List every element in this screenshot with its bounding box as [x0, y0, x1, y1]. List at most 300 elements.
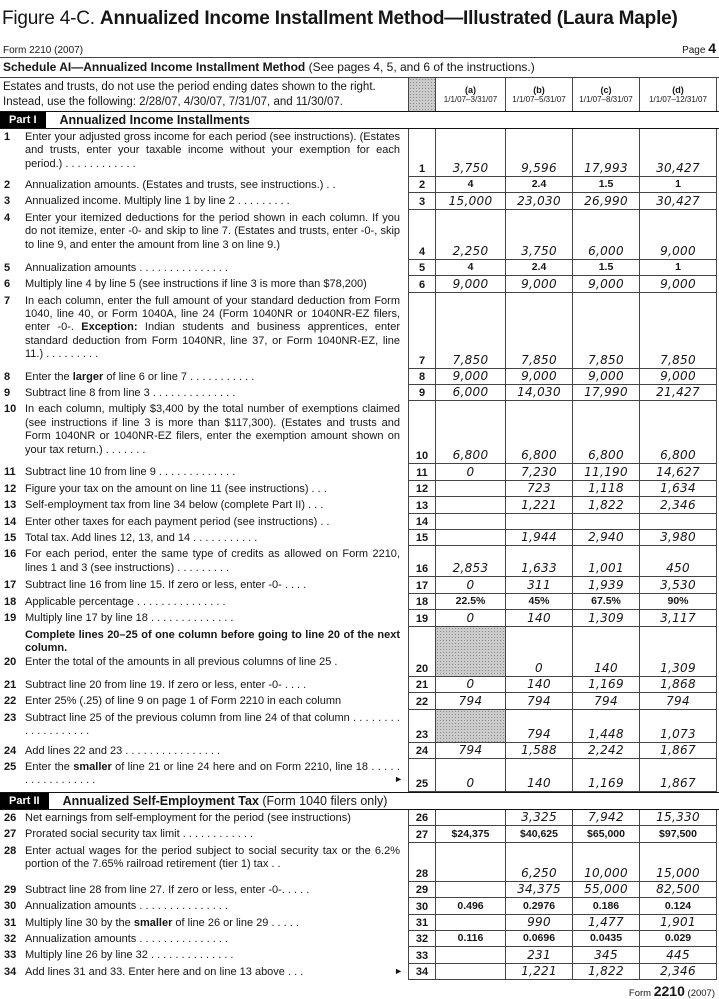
- line-21-col-c-value: 1,169: [572, 677, 639, 693]
- line-33-grid-number: 33: [408, 947, 435, 963]
- line-11-col-d-value: 14,627: [639, 464, 717, 480]
- line-16-description: [0, 546, 408, 577]
- line-3-col-d-value: 30,427: [639, 193, 717, 209]
- line-1-grid-number: 1: [408, 129, 435, 177]
- line-10-text: In each column, multiply $3,400 by the total number of exemptions claimed (see instructions if line 3 is more than $117,300). (Estates and trusts and Form 1040NR or 1040NR-EZ filers, enter the exemption amount shown on your tax return.) . . . . . . .: [25, 403, 400, 456]
- line-32-col-b-value: 0.0696: [505, 931, 572, 947]
- line-24-col-d-value: 1,867: [639, 743, 717, 759]
- line-34-grid-number: 34: [408, 964, 435, 980]
- line-19-text-row: [4, 612, 406, 625]
- form-line-7: [0, 293, 719, 369]
- line-6-number: 6: [4, 278, 11, 291]
- line-18-col-d-value: 90%: [639, 594, 717, 610]
- line-7-col-b-value: 7,850: [505, 293, 572, 369]
- line-7-col-c-value: 7,850: [572, 293, 639, 369]
- line-34-col-b-value: 1,221: [505, 964, 572, 980]
- line-32-number: 32: [4, 932, 17, 945]
- column-letter-b: (b): [533, 84, 545, 95]
- line-27-col-b-value: $40,625: [505, 826, 572, 842]
- line-28-description: [0, 843, 408, 882]
- line-11-number: 11: [4, 466, 16, 479]
- line-17-col-c-value: 1,939: [572, 577, 639, 593]
- line-20-text-row: [4, 656, 406, 669]
- line-17-col-b-value: 311: [505, 577, 572, 593]
- line-18-col-c-value: 67.5%: [572, 594, 639, 610]
- line-32-text-row: [4, 933, 406, 946]
- line-27-number: 27: [4, 828, 17, 841]
- line-7-grid-number: 7: [408, 293, 435, 369]
- line-9-description: [0, 385, 408, 401]
- line-16-col-a-value: 2,853: [435, 546, 505, 577]
- line-28-number: 28: [4, 844, 17, 857]
- line-32-grid-number: 32: [408, 931, 435, 947]
- line-34-col-d-value: 2,346: [639, 964, 717, 980]
- line-30-col-c-value: 0.186: [572, 898, 639, 914]
- form-line-33: [0, 947, 719, 963]
- line-11-text: Subtract line 10 from line 9 . . . . . . . . . . . . .: [25, 466, 236, 479]
- line-4-col-d-value: 9,000: [639, 210, 717, 260]
- line-31-number: 31: [4, 916, 17, 929]
- figure-title: [0, 0, 719, 40]
- line-34-description: [0, 964, 408, 980]
- line-22-text-row: [4, 695, 406, 708]
- line-31-col-c-value: 1,477: [572, 915, 639, 931]
- line-4-col-a-value: 2,250: [435, 210, 505, 260]
- line-29-grid-number: 29: [408, 882, 435, 898]
- line-16-text-row: [4, 548, 406, 575]
- line-8-description: [0, 369, 408, 385]
- line-24-description: [0, 743, 408, 759]
- line-23-description: [0, 710, 408, 743]
- page-indicator: [682, 40, 716, 56]
- line-13-col-a-value: [435, 497, 505, 513]
- line-14-col-c-value: [572, 514, 639, 530]
- line-24-col-c-value: 2,242: [572, 743, 639, 759]
- line-34-number: 34: [4, 965, 17, 978]
- line-33-number: 33: [4, 949, 17, 962]
- page-number: 4: [708, 40, 716, 56]
- line-25-col-d-value: 1,867: [639, 759, 717, 792]
- line-13-col-c-value: 1,822: [572, 497, 639, 513]
- line-21-number: 21: [4, 678, 17, 691]
- line-18-text-row: [4, 596, 406, 609]
- line-6-text: Multiply line 4 by line 5 (see instructions if line 3 is more than $78,200): [25, 278, 367, 291]
- right-pointer-icon: ►: [394, 965, 403, 976]
- line-2-text-row: [4, 179, 406, 192]
- line-2-description: [0, 177, 408, 193]
- line-14-col-d-value: [639, 514, 717, 530]
- line-31-col-d-value: 1,901: [639, 915, 717, 931]
- form-line-15: [0, 530, 719, 546]
- line-24-text-row: [4, 745, 406, 758]
- line-15-text: Total tax. Add lines 12, 13, and 14 . . . . . . . . . . .: [25, 532, 258, 545]
- line-23-text: Subtract line 25 of the previous column from line 24 of that column . . . . . . . . . . . . . . . . . . .: [25, 711, 400, 737]
- line-8-col-c-value: 9,000: [572, 369, 639, 385]
- line-3-col-b-value: 23,030: [505, 193, 572, 209]
- footer-form-number: 2210: [653, 983, 685, 999]
- line-19-grid-number: 19: [408, 610, 435, 626]
- schedule-instructions: (See pages 4, 5, and 6 of the instructions.): [305, 60, 535, 74]
- line-26-grid-number: 26: [408, 810, 435, 826]
- line-30-col-b-value: 0.2976: [505, 898, 572, 914]
- line-22-description: [0, 693, 408, 709]
- line-9-col-b-value: 14,030: [505, 385, 572, 401]
- line-24-col-b-value: 1,588: [505, 743, 572, 759]
- line-5-col-c-value: 1.5: [572, 260, 639, 276]
- line-18-text: Applicable percentage . . . . . . . . . . . . . . .: [25, 595, 226, 608]
- column-header-d: [639, 78, 717, 111]
- line-3-text: Annualized income. Multiply line 1 by line 2 . . . . . . . . .: [25, 195, 290, 208]
- line-20-col-d-value: 1,309: [639, 627, 717, 677]
- line-12-description: [0, 481, 408, 497]
- line-13-col-d-value: 2,346: [639, 497, 717, 513]
- line-9-col-c-value: 17,990: [572, 385, 639, 401]
- line-26-number: 26: [4, 811, 17, 824]
- line-24-text: Add lines 22 and 23 . . . . . . . . . . . . . . . .: [25, 744, 221, 757]
- line-10-col-c-value: 6,800: [572, 401, 639, 464]
- line-7-col-d-value: 7,850: [639, 293, 717, 369]
- line-34-col-a-value: [435, 964, 505, 980]
- line-23-number: 23: [4, 711, 17, 724]
- line-21-grid-number: 21: [408, 677, 435, 693]
- line-15-description: [0, 530, 408, 546]
- line-27-description: [0, 826, 408, 842]
- line-12-text-row: [4, 483, 406, 496]
- line-29-text-row: [4, 884, 406, 897]
- line-3-text-row: [4, 195, 406, 208]
- line-7-text-row: [4, 295, 406, 362]
- column-header-c: [572, 78, 639, 111]
- line-31-col-a-value: [435, 915, 505, 931]
- line-14-grid-number: 14: [408, 514, 435, 530]
- column-period-a: 1/1/07–3/31/07: [443, 94, 498, 104]
- line-22-col-b-value: 794: [505, 693, 572, 709]
- line-23-col-a-value: [435, 710, 505, 743]
- form-line-30: [0, 898, 719, 914]
- line-26-text-row: [4, 812, 406, 825]
- line-11-col-a-value: 0: [435, 464, 505, 480]
- line-30-col-d-value: 0.124: [639, 898, 717, 914]
- line-23-col-b-value: 794: [505, 710, 572, 743]
- schedule-header: [0, 58, 719, 78]
- line-9-text-row: [4, 387, 406, 400]
- column-letter-c: (c): [600, 84, 612, 95]
- line-32-col-d-value: 0.029: [639, 931, 717, 947]
- line-12-col-a-value: [435, 481, 505, 497]
- line-13-number: 13: [4, 499, 17, 512]
- line-15-text-row: [4, 532, 406, 545]
- part1-title-main: Annualized Income Installments: [59, 113, 250, 127]
- line-17-col-a-value: 0: [435, 577, 505, 593]
- form-line-22: [0, 693, 719, 709]
- line-17-col-d-value: 3,530: [639, 577, 717, 593]
- line-26-col-a-value: [435, 810, 505, 826]
- form-line-10: [0, 401, 719, 464]
- line-12-number: 12: [4, 482, 17, 495]
- line-25-col-a-value: 0: [435, 759, 505, 792]
- line-9-grid-number: 9: [408, 385, 435, 401]
- form-line-3: [0, 193, 719, 209]
- line-2-col-a-value: 4: [435, 177, 505, 193]
- line-4-text: Enter your itemized deductions for the period shown in each column. If you do not itemize, enter -0- and skip to line 7. (Estates and trusts, enter -0-, skip to line 9, and enter the amount from line 3 on line 9.): [25, 211, 400, 251]
- line-30-col-a-value: 0.496: [435, 898, 505, 914]
- line-26-col-b-value: 3,325: [505, 810, 572, 826]
- line-8-number: 8: [4, 370, 11, 383]
- line-28-col-b-value: 6,250: [505, 843, 572, 882]
- form-line-18: [0, 594, 719, 610]
- line-5-description: [0, 260, 408, 276]
- line-33-description: [0, 947, 408, 963]
- line-25-grid-number: 25: [408, 759, 435, 792]
- column-header-a: [435, 78, 505, 111]
- line-34-col-c-value: 1,822: [572, 964, 639, 980]
- form-line-21: [0, 677, 719, 693]
- line-20-text: Enter the total of the amounts in all previous columns of line 25 .: [25, 655, 338, 668]
- line-25-text-row: [4, 761, 406, 788]
- line-30-description: [0, 898, 408, 914]
- line-4-number: 4: [4, 211, 11, 224]
- line-12-col-d-value: 1,634: [639, 481, 717, 497]
- line-19-col-b-value: 140: [505, 610, 572, 626]
- line-19-description: [0, 610, 408, 626]
- line-5-grid-number: 5: [408, 260, 435, 276]
- line-26-text: Net earnings from self-employment for the period (see instructions): [25, 811, 351, 824]
- estates-note-line2: Instead, use the following: 2/28/07, 4/30/07, 7/31/07, and 11/30/07.: [3, 96, 343, 108]
- line-9-text: Subtract line 8 from line 3 . . . . . . . . . . . . . .: [25, 387, 236, 400]
- line-34-text: Add lines 31 and 33. Enter here and on line 13 above . . . ►: [25, 965, 403, 978]
- line-29-col-c-value: 55,000: [572, 882, 639, 898]
- form-line-20: [0, 627, 719, 677]
- line-1-text: Enter your adjusted gross income for each period (see instructions). (Estates and trusts, enter your taxable income without your exemption for each period.) . . . . . . . . . . . .: [25, 131, 400, 170]
- line-4-description: [0, 210, 408, 260]
- form-line-12: [0, 481, 719, 497]
- column-letter-d: (d): [672, 84, 684, 95]
- line-30-text-row: [4, 900, 406, 913]
- line-18-col-a-value: 22.5%: [435, 594, 505, 610]
- line-26-col-c-value: 7,942: [572, 810, 639, 826]
- line-28-text-row: [4, 845, 406, 872]
- right-pointer-icon: ►: [394, 774, 403, 785]
- line-12-grid-number: 12: [408, 481, 435, 497]
- line-6-text-row: [4, 278, 406, 291]
- line-15-col-c-value: 2,940: [572, 530, 639, 546]
- line-8-col-d-value: 9,000: [639, 369, 717, 385]
- line-29-col-b-value: 34,375: [505, 882, 572, 898]
- line-10-number: 10: [4, 403, 17, 416]
- line-4-col-b-value: 3,750: [505, 210, 572, 260]
- line-33-col-c-value: 345: [572, 947, 639, 963]
- line-17-text: Subtract line 16 from line 15. If zero or less, enter -0- . . . .: [25, 579, 307, 592]
- line-14-number: 14: [4, 515, 17, 528]
- line-4-grid-number: 4: [408, 210, 435, 260]
- line-3-number: 3: [4, 195, 11, 208]
- line-13-col-b-value: 1,221: [505, 497, 572, 513]
- line-16-text: For each period, enter the same type of credits as allowed on Form 2210, lines 1 and 3 (see instructions) . . . . . . . . .: [25, 548, 400, 574]
- form-line-2: [0, 177, 719, 193]
- part2-title-main: Annualized Self-Employment Tax: [62, 793, 259, 808]
- part1-table: [0, 129, 719, 792]
- line-14-text: Enter other taxes for each payment period (see instructions) . .: [25, 515, 330, 528]
- line-16-number: 16: [4, 548, 17, 561]
- line-31-grid-number: 31: [408, 915, 435, 931]
- line-5-number: 5: [4, 261, 11, 274]
- line-12-col-c-value: 1,118: [572, 481, 639, 497]
- line-33-col-b-value: 231: [505, 947, 572, 963]
- estates-note: [0, 78, 408, 111]
- line-6-col-b-value: 9,000: [505, 276, 572, 292]
- line-3-col-c-value: 26,990: [572, 193, 639, 209]
- line-33-col-a-value: [435, 947, 505, 963]
- part2-bar: [0, 792, 719, 810]
- line-33-col-d-value: 445: [639, 947, 717, 963]
- line-21-col-d-value: 1,868: [639, 677, 717, 693]
- form-line-17: [0, 577, 719, 593]
- line-1-number: 1: [4, 131, 11, 143]
- line-7-description: [0, 293, 408, 369]
- part1-label: Part I: [0, 112, 46, 128]
- column-header-row: [0, 78, 719, 111]
- line-12-text: Figure your tax on the amount on line 11 (see instructions) . . .: [25, 482, 327, 495]
- line-16-col-c-value: 1,001: [572, 546, 639, 577]
- form-line-26: [0, 810, 719, 826]
- line-2-col-c-value: 1.5: [572, 177, 639, 193]
- form-line-25: [0, 759, 719, 792]
- line-10-col-b-value: 6,800: [505, 401, 572, 464]
- line-7-text: In each column, enter the full amount of your standard deduction from Form 1040, line 40, or Form 1040A, line 24 (Form 1040NR or 1040NR-EZ filers, enter -0-. Exception: Indian students and business apprentices, enter standard deduction from Form 1040NR, line 37, or Form 1040NR-EZ, line 11.) . . . . . . . . .: [25, 294, 401, 361]
- part1-bar: [0, 111, 719, 129]
- line-27-text: Prorated social security tax limit . . . . . . . . . . . .: [25, 828, 254, 841]
- line-32-col-a-value: 0.116: [435, 931, 505, 947]
- form-line-34: [0, 964, 719, 980]
- line-8-text-row: [4, 371, 406, 384]
- line-22-grid-number: 22: [408, 693, 435, 709]
- line-13-grid-number: 13: [408, 497, 435, 513]
- line-22-col-d-value: 794: [639, 693, 717, 709]
- line-28-grid-number: 28: [408, 843, 435, 882]
- form-line-24: [0, 743, 719, 759]
- line-34-text-row: [4, 966, 406, 979]
- line-22-number: 22: [4, 695, 17, 708]
- form-header: [0, 40, 719, 58]
- form-line-13: [0, 497, 719, 513]
- schedule-title: Schedule AI—Annualized Income Installment Method: [3, 60, 306, 74]
- line-6-grid-number: 6: [408, 276, 435, 292]
- line-7-col-a-value: 7,850: [435, 293, 505, 369]
- line-21-col-b-value: 140: [505, 677, 572, 693]
- line-15-grid-number: 15: [408, 530, 435, 546]
- form-line-9: [0, 385, 719, 401]
- line-5-text: Annualization amounts . . . . . . . . . . . . . . .: [25, 261, 228, 274]
- form-line-1: [0, 129, 719, 177]
- line-33-text-row: [4, 949, 406, 962]
- line-6-col-d-value: 9,000: [639, 276, 717, 292]
- line-10-description: [0, 401, 408, 464]
- footer-form-year: (2007): [684, 988, 715, 999]
- line-8-grid-number: 8: [408, 369, 435, 385]
- line-9-col-d-value: 21,427: [639, 385, 717, 401]
- form-line-23: [0, 710, 719, 743]
- line-23-text-row: [4, 712, 406, 739]
- form-line-8: [0, 369, 719, 385]
- line-18-col-b-value: 45%: [505, 594, 572, 610]
- column-period-c: 1/1/07–8/31/07: [579, 94, 633, 104]
- line-10-text-row: [4, 403, 406, 457]
- line-33-text: Multiply line 26 by line 32 . . . . . . . . . . . . . .: [25, 949, 234, 962]
- line-6-col-c-value: 9,000: [572, 276, 639, 292]
- page-label: Page: [682, 45, 709, 56]
- line-5-col-a-value: 4: [435, 260, 505, 276]
- line-5-text-row: [4, 262, 406, 275]
- line-10-grid-number: 10: [408, 401, 435, 464]
- line-16-col-d-value: 450: [639, 546, 717, 577]
- line-27-col-d-value: $97,500: [639, 826, 717, 842]
- line-32-text: Annualization amounts . . . . . . . . . . . . . . .: [25, 932, 228, 945]
- form-line-29: [0, 882, 719, 898]
- line-32-col-c-value: 0.0435: [572, 931, 639, 947]
- line-21-col-a-value: 0: [435, 677, 505, 693]
- line-15-col-d-value: 3,980: [639, 530, 717, 546]
- line-1-text-row: [4, 131, 406, 171]
- line-22-col-c-value: 794: [572, 693, 639, 709]
- part2-table: [0, 810, 719, 980]
- line-21-text-row: [4, 679, 406, 692]
- line-20-col-c-value: 140: [572, 627, 639, 677]
- line-25-number: 25: [4, 760, 17, 773]
- line-31-text: Multiply line 30 by the smaller of line 26 or line 29 . . . . .: [25, 916, 299, 929]
- line-30-text: Annualization amounts . . . . . . . . . . . . . . .: [25, 900, 228, 913]
- line-19-col-c-value: 1,309: [572, 610, 639, 626]
- line-29-number: 29: [4, 883, 17, 896]
- line-1-col-c-value: 17,993: [572, 129, 639, 177]
- line-23-col-c-value: 1,448: [572, 710, 639, 743]
- line-4-col-c-value: 6,000: [572, 210, 639, 260]
- line-16-col-b-value: 1,633: [505, 546, 572, 577]
- line-25-text: Enter the smaller of line 21 or line 24 here and on Form 2210, line 18 . . . . . . . . . . . . . . . . . ►: [25, 760, 403, 787]
- line-15-col-a-value: [435, 530, 505, 546]
- line-18-number: 18: [4, 595, 17, 608]
- line-22-text: Enter 25% (.25) of line 9 on page 1 of Form 2210 in each column: [25, 695, 342, 708]
- line-6-description: [0, 276, 408, 292]
- line-2-grid-number: 2: [408, 177, 435, 193]
- line-19-col-d-value: 3,117: [639, 610, 717, 626]
- page-footer: [0, 980, 719, 999]
- line-24-col-a-value: 794: [435, 743, 505, 759]
- line-8-col-b-value: 9,000: [505, 369, 572, 385]
- form-line-28: [0, 843, 719, 882]
- line-17-number: 17: [4, 579, 17, 592]
- form-line-31: [0, 915, 719, 931]
- line-27-col-a-value: $24,375: [435, 826, 505, 842]
- part2-label: Part II: [0, 793, 49, 809]
- line-23-col-d-value: 1,073: [639, 710, 717, 743]
- line-19-text: Multiply line 17 by line 18 . . . . . . . . . . . . . .: [25, 612, 234, 625]
- line-20-grid-number: 20: [408, 627, 435, 677]
- line-7-number: 7: [4, 294, 11, 307]
- line-21-description: [0, 677, 408, 693]
- form-line-19: [0, 610, 719, 626]
- line-25-col-b-value: 140: [505, 759, 572, 792]
- line-23-grid-number: 23: [408, 710, 435, 743]
- lines-20-25-note: Complete lines 20–25 of one column before going to line 20 of the next column.: [25, 628, 400, 655]
- line-28-col-c-value: 10,000: [572, 843, 639, 882]
- line-25-col-c-value: 1,169: [572, 759, 639, 792]
- line-12-col-b-value: 723: [505, 481, 572, 497]
- line-26-description: [0, 810, 408, 826]
- line-15-col-b-value: 1,944: [505, 530, 572, 546]
- form-line-16: [0, 546, 719, 577]
- column-period-b: 1/1/07–5/31/07: [512, 94, 566, 104]
- line-27-grid-number: 27: [408, 826, 435, 842]
